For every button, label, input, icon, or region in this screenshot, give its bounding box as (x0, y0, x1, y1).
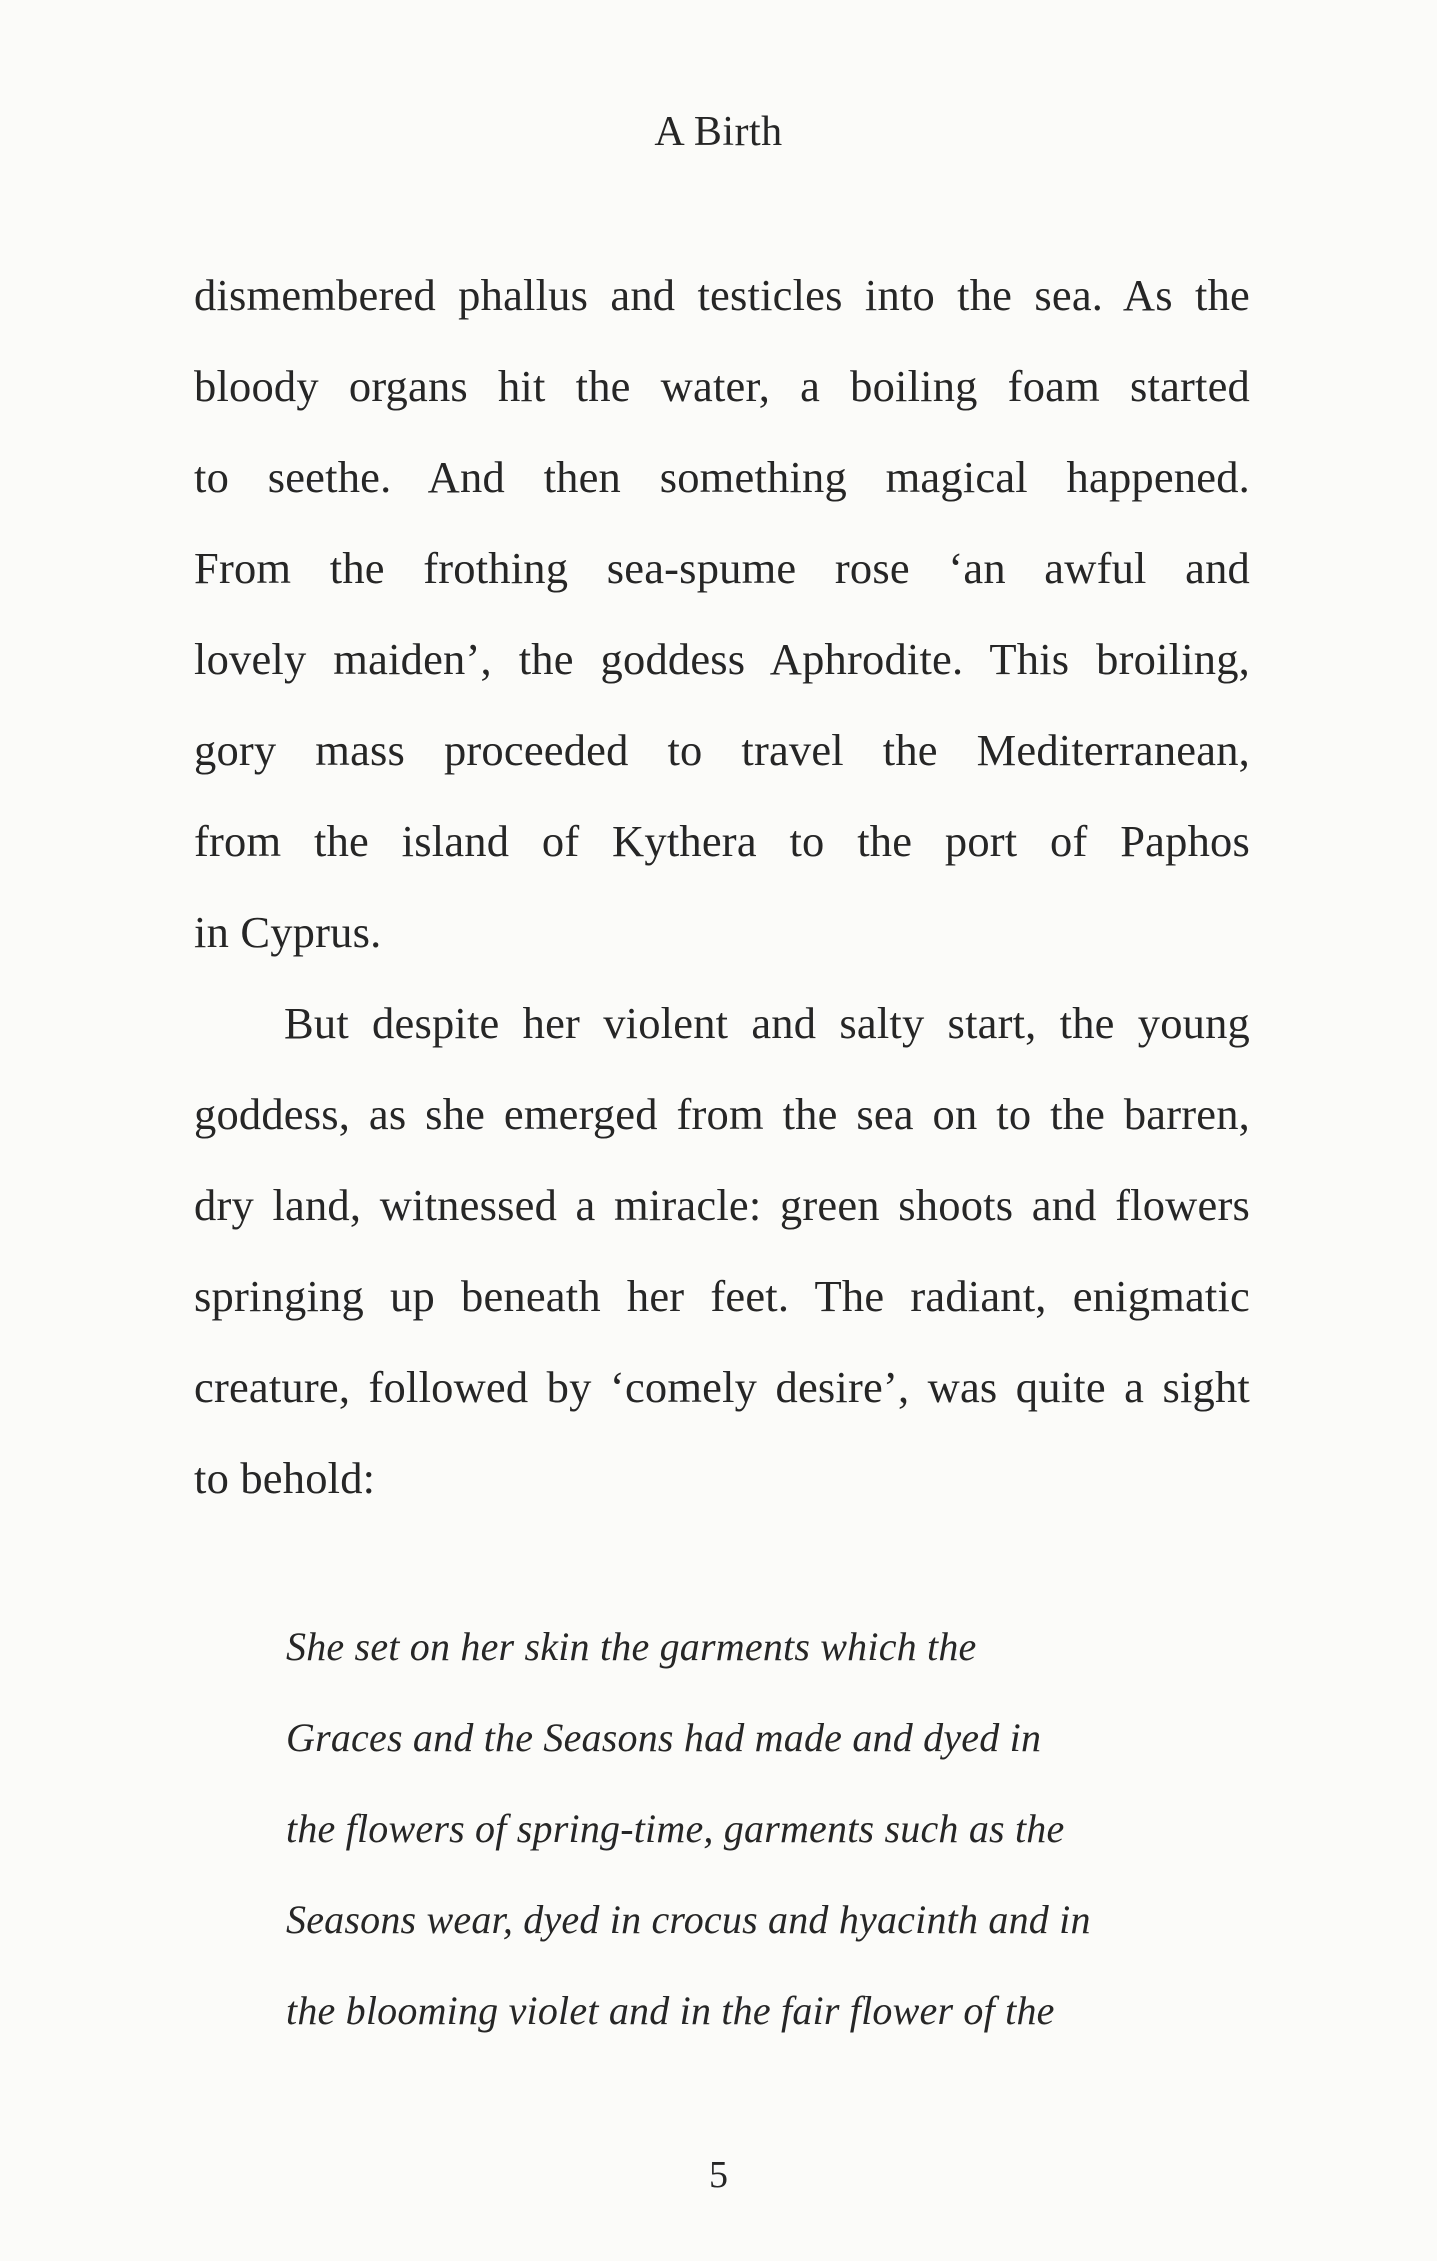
text-line: But despite her violent and salty start, the young (284, 998, 1250, 1048)
quote-line: the flowers of spring-time, garments such as the (286, 1806, 1065, 1851)
quote-line: the blooming violet and in the fair flower of the (286, 1988, 1055, 2033)
quote-line: She set on her skin the garments which the (286, 1624, 977, 1669)
quote-line: Graces and the Seasons had made and dyed in (286, 1715, 1042, 1760)
text-line: from the island of Kythera to the port of Paphos (194, 816, 1250, 866)
paragraph-2 (194, 978, 1250, 1524)
text-line: dismembered phallus and testicles into the sea. As the (194, 270, 1250, 320)
text-line: lovely maiden’, the goddess Aphrodite. This broiling, (194, 634, 1250, 684)
text-line: gory mass proceeded to travel the Mediterranean, (194, 725, 1250, 775)
text-line: From the frothing sea-spume rose ‘an awful and (194, 543, 1250, 593)
running-head: A Birth (654, 109, 783, 155)
text-line: bloody organs hit the water, a boiling foam started (194, 361, 1250, 411)
text-line: creature, followed by ‘comely desire’, was quite a sight (194, 1362, 1250, 1412)
text-line: goddess, as she emerged from the sea on to the barren, (194, 1089, 1250, 1139)
paragraph-1 (194, 250, 1250, 978)
text-line: in Cyprus. (194, 907, 382, 957)
page-number: 5 (709, 2154, 728, 2196)
text-line: springing up beneath her feet. The radiant, enigmatic (194, 1271, 1250, 1321)
text-line: to seethe. And then something magical happened. (194, 452, 1250, 502)
quote-line: Seasons wear, dyed in crocus and hyacinth and in (286, 1897, 1091, 1942)
block-quote (286, 1601, 1186, 2056)
text-line: dry land, witnessed a miracle: green shoots and flowers (194, 1180, 1250, 1230)
body-text (194, 250, 1250, 1524)
text-line: to behold: (194, 1453, 376, 1503)
